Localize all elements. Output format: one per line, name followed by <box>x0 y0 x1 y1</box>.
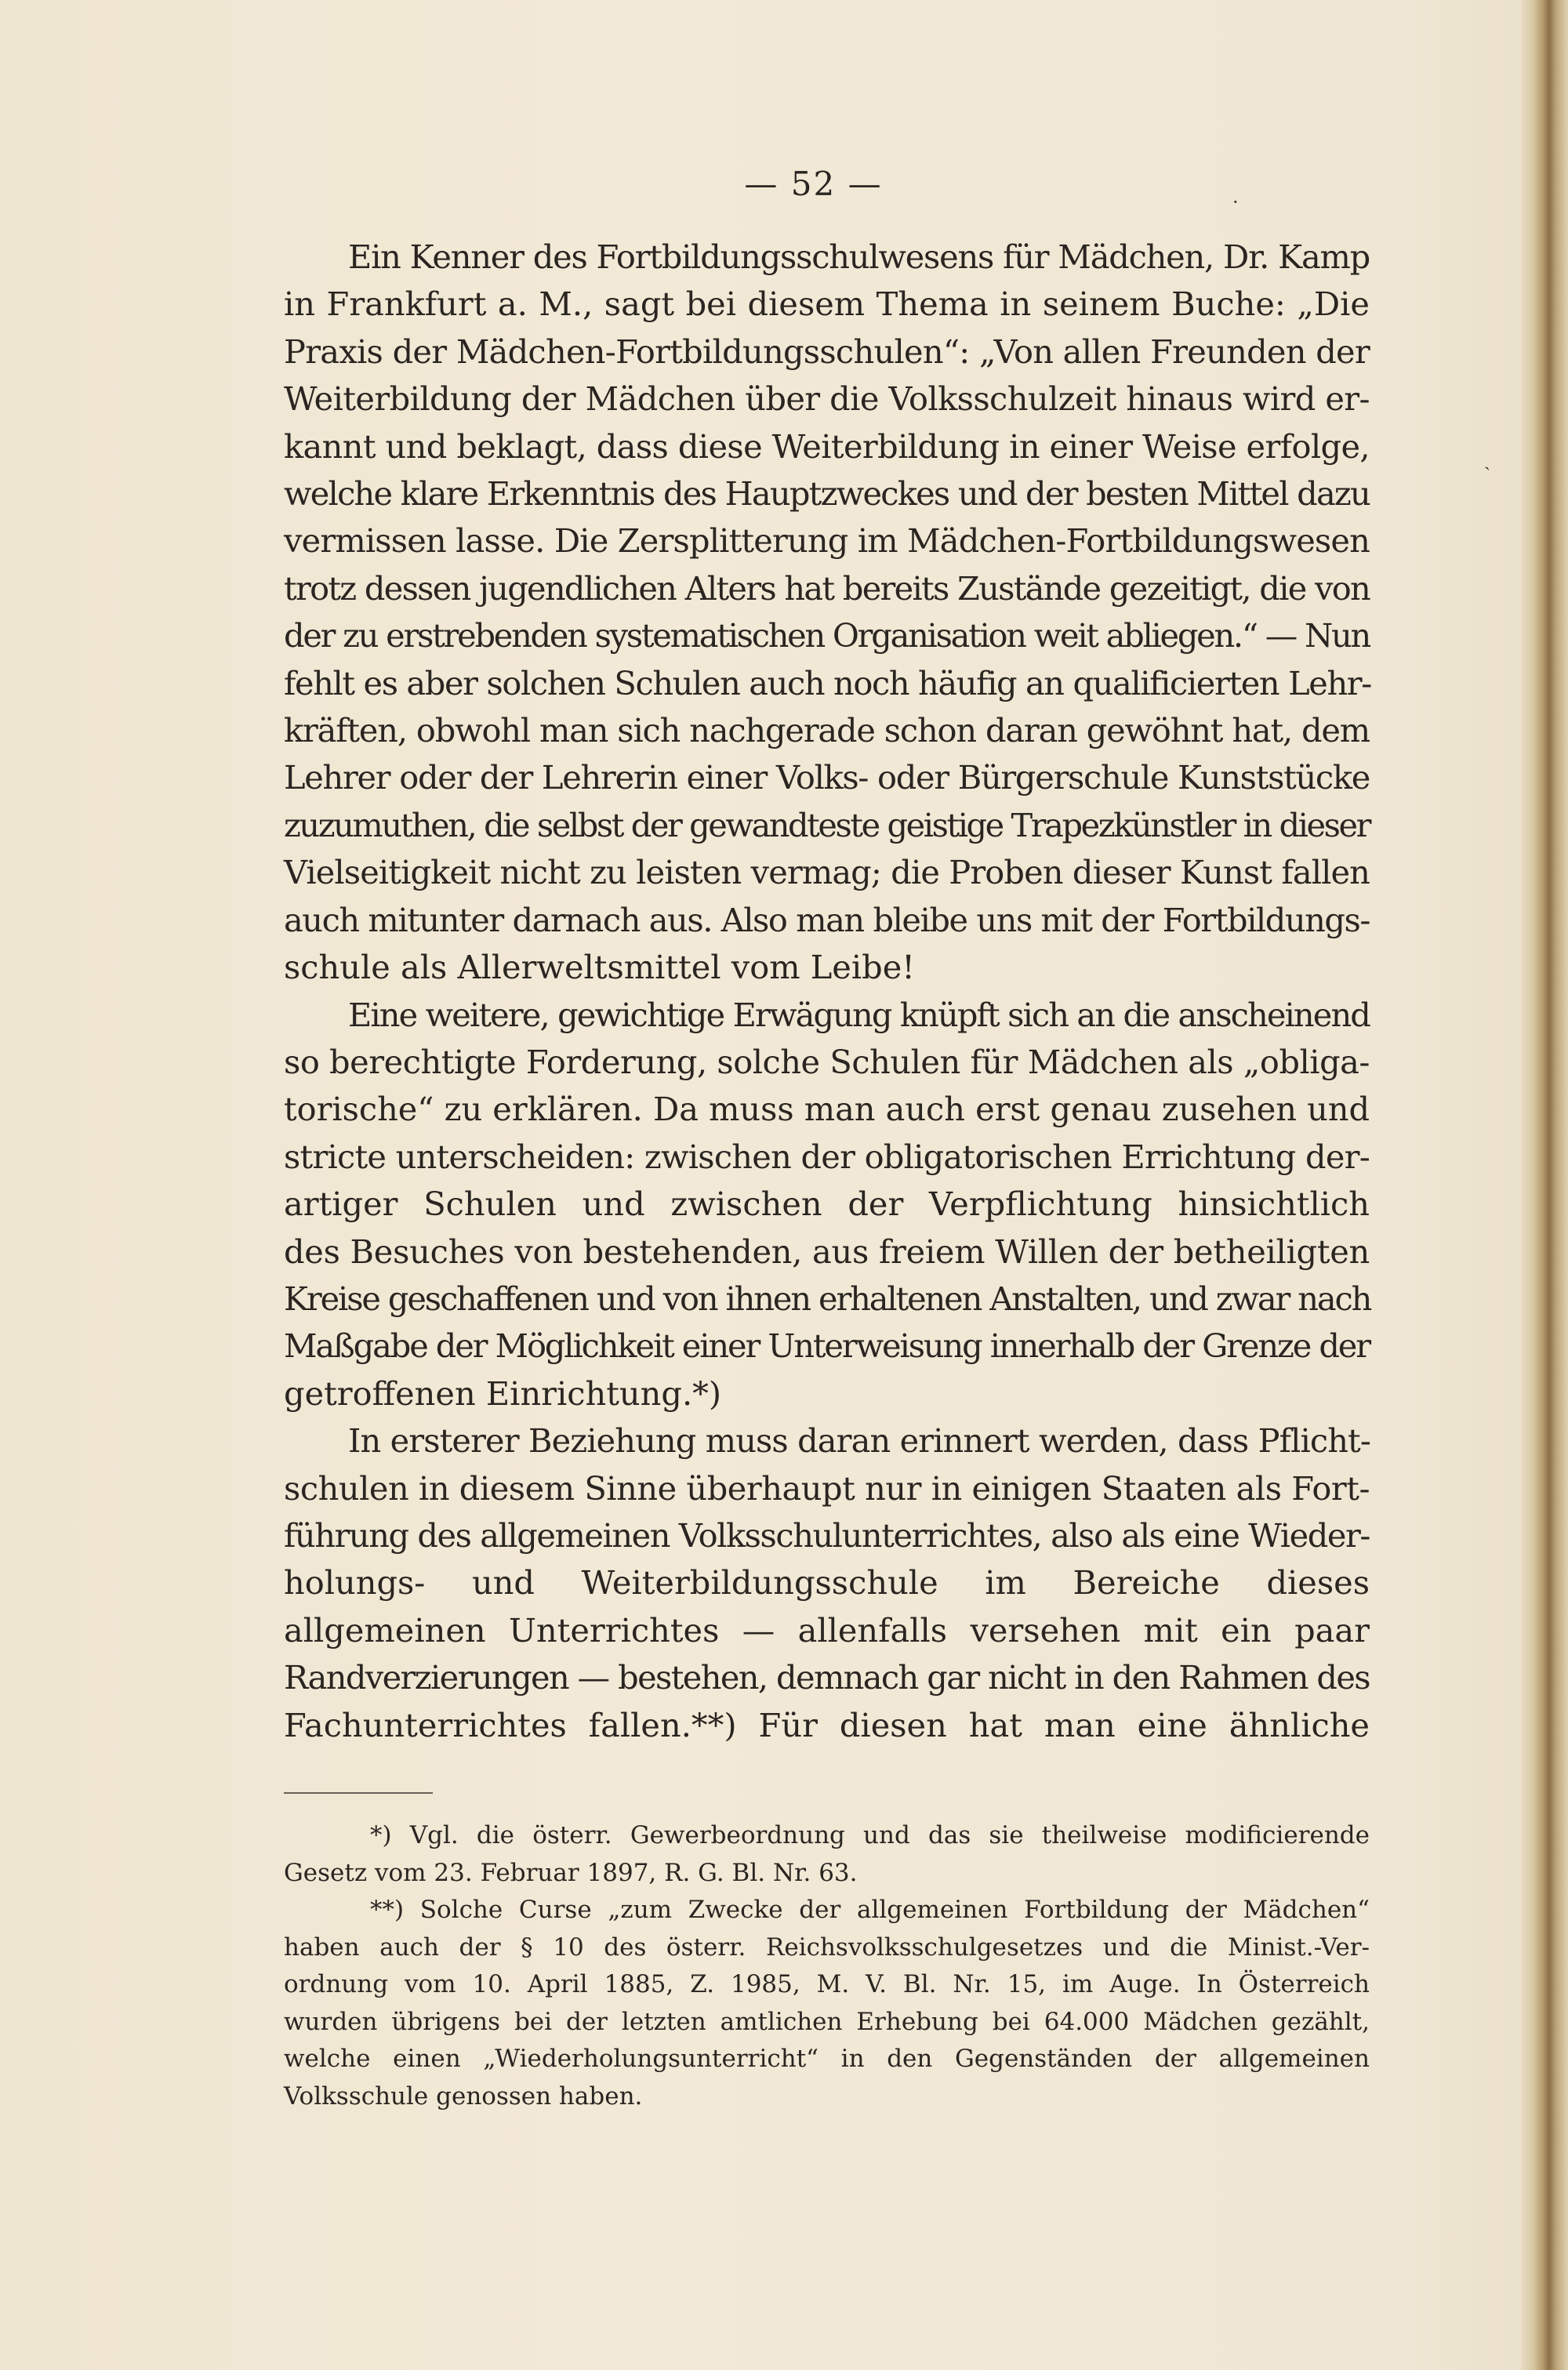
text-line: Randverzierungen — bestehen, demnach gar nicht in den Rahmen des <box>284 1658 1370 1697</box>
ink-speck: · <box>1232 191 1239 213</box>
footnote-line: ordnung vom 10. April 1885, Z. 1985, M. V. Bl. Nr. 15, im Auge. In Österreich <box>284 1970 1370 1998</box>
text-line: so berechtigte Forderung, solche Schulen für Mädchen als „obliga- <box>284 1042 1370 1081</box>
text-line: schule als Allerweltsmittel vom Leibe! <box>284 948 915 987</box>
text-line: Weiterbildung der Mädchen über die Volksschulzeit hinaus wird er- <box>284 379 1370 419</box>
text-line: artiger Schulen und zwischen der Verpflichtung hinsichtlich <box>284 1185 1370 1224</box>
paragraph <box>284 234 1370 992</box>
text-line: Fachunterrichtes fallen.**) Für diesen hat man eine ähnliche <box>284 1705 1370 1744</box>
text-line: trotz dessen jugendlichen Alters hat bereits Zustände gezeitigt, die von <box>284 568 1370 608</box>
text-line: fehlt es aber solchen Schulen auch noch häufig an qualificierten Lehr- <box>284 663 1371 702</box>
text-line: Ein Kenner des Fortbildungsschulwesens für Mädchen, Dr. Kamp <box>348 238 1370 276</box>
text-line: welche klare Erkenntnis des Hauptzweckes und der besten Mittel dazu <box>284 474 1370 514</box>
footnote-line: Gesetz vom 23. Februar 1897, R. G. Bl. Nr. 63. <box>284 1858 858 1887</box>
footnote-line: haben auch der § 10 des österr. Reichsvolksschulgesetzes und die Minist.-Ver- <box>284 1933 1370 1962</box>
footnote-line: wurden übrigens bei der letzten amtlichen Erhebung bei 64.000 Mädchen gezählt, <box>284 2007 1370 2036</box>
text-line: der zu erstrebenden systematischen Organisation weit abliegen.“ — Nun <box>284 616 1370 655</box>
text-line: allgemeinen Unterrichtes — allenfalls versehen mit ein paar <box>284 1610 1370 1650</box>
margin-tick-mark: ˎ <box>1484 448 1490 470</box>
text-line: Praxis der Mädchen-Fortbildungsschulen“: „Von allen Freunden der <box>284 332 1370 371</box>
text-line: vermissen lasse. Die Zersplitterung im Mädchen-Fortbildungswesen <box>284 521 1370 561</box>
text-line: Kreise geschaffenen und von ihnen erhaltenen Anstalten, und zwar nach <box>284 1279 1371 1318</box>
text-line: stricte unterscheiden: zwischen der obligatorischen Errichtung der- <box>284 1137 1370 1176</box>
footnote <box>284 1892 1370 2115</box>
text-line: in Frankfurt a. M., sagt bei diesem Thema in seinem Buche: „Die <box>284 285 1370 324</box>
text-line: des Besuches von bestehenden, aus freiem Willen der betheiligten <box>284 1232 1370 1271</box>
footnote-line: Volksschule genossen haben. <box>284 2081 643 2110</box>
main-text <box>284 234 1370 1749</box>
footnote-line: *) Vgl. die österr. Gewerbeordnung und das sie theilweise modificierende <box>370 1821 1370 1849</box>
page-binding-edge <box>1521 0 1568 2370</box>
text-line: Maßgabe der Möglichkeit einer Unterweisung innerhalb der Grenze der <box>284 1327 1370 1366</box>
text-line: führung des allgemeinen Volksschulunterrichtes, also als eine Wieder- <box>284 1515 1370 1555</box>
page-number: — 52 — <box>744 165 883 203</box>
text-line: getroffenen Einrichtung.*) <box>284 1374 722 1413</box>
text-line: Lehrer oder der Lehrerin einer Volks- oder Bürgerschule Kunststücke <box>284 758 1370 797</box>
paragraph <box>284 1417 1370 1749</box>
text-line: torische“ zu erklären. Da muss man auch erst genau zusehen und <box>284 1090 1370 1129</box>
text-line: kannt und beklagt, dass diese Weiterbildung in einer Weise erfolge, <box>284 426 1370 466</box>
footnote-line: welche einen „Wiederholungsunterricht“ in den Gegenständen der allgemeinen <box>284 2045 1370 2073</box>
text-line: zuzumuthen, die selbst der gewandteste geistige Trapezkünstler in dieser <box>284 805 1370 844</box>
paragraph <box>284 992 1370 1418</box>
text-line: In ersterer Beziehung muss daran erinnert werden, dass Pflicht- <box>348 1421 1370 1461</box>
text-line: schulen in diesem Sinne überhaupt nur in einigen Staaten als Fort- <box>284 1468 1370 1508</box>
footnote-divider <box>284 1792 433 1794</box>
footnote-line: **) Solche Curse „zum Zwecke der allgemeinen Fortbildung der Mädchen“ <box>370 1896 1370 1924</box>
text-line: kräften, obwohl man sich nachgerade schon daran gewöhnt hat, dem <box>284 711 1370 750</box>
text-line: auch mitunter darnach aus. Also man bleibe uns mit der Fortbildungs- <box>284 900 1370 939</box>
text-line: Vielseitigkeit nicht zu leisten vermag; die Proben dieser Kunst fallen <box>284 853 1370 892</box>
text-line: holungs- und Weiterbildungsschule im Bereiche dieses <box>284 1563 1370 1602</box>
text-line: Eine weitere, gewichtige Erwägung knüpft sich an die anscheinend <box>348 995 1370 1034</box>
footnote <box>284 1817 1370 1892</box>
footnotes <box>284 1817 1370 2115</box>
